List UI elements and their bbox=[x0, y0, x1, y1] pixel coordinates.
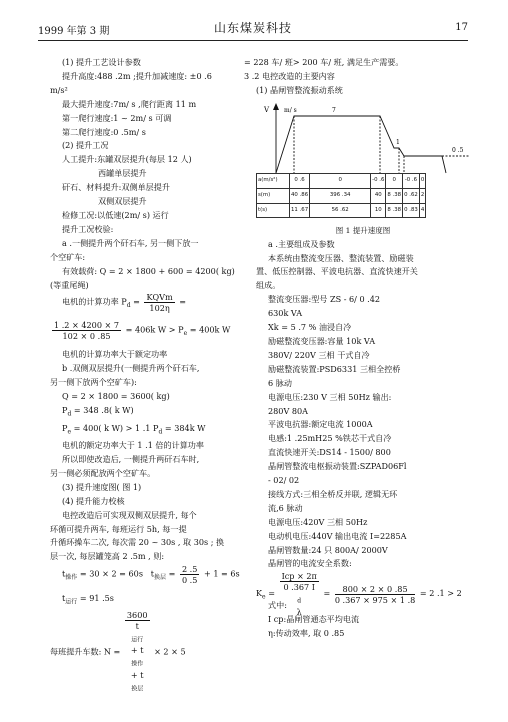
paragraph-line: 另一侧必须配放两个空矿车。 bbox=[50, 467, 156, 478]
table-row: t(s) 11 .67 56 .62 10 8 .38 0 .83 4 bbox=[257, 203, 426, 218]
paragraph-line: a .主要组成及参数 bbox=[268, 238, 335, 249]
speed-diagram bbox=[256, 100, 470, 218]
speed-axis-label: V bbox=[264, 105, 270, 114]
section-heading: (2) 提升工况 bbox=[62, 140, 109, 151]
right-column bbox=[244, 56, 470, 641]
paragraph-line: 有效载荷: Q = 2 × 1800 + 600 = 4200( kg) bbox=[62, 265, 235, 276]
figure-caption: 图 1 提升速度图 bbox=[335, 225, 391, 235]
paragraph-line: b .双侧双层提升(一侧提升两个矸石车, bbox=[62, 363, 200, 374]
switch-fraction: $\frac{2 .5}{0 .5}$ bbox=[181, 564, 198, 586]
paragraph-line: 所以即使改造后, 一侧提升两矸石车时, bbox=[62, 453, 200, 464]
paragraph-line: 第二爬行速度:0 .5m/ s bbox=[62, 126, 146, 137]
safety-fraction-1: Icp × 2π 0 .367 I $_d$ λ bbox=[281, 571, 317, 617]
section-heading: (4) 提升能力校核 bbox=[62, 495, 125, 506]
issue-label: 1999 年第 3 期 bbox=[38, 26, 110, 37]
paragraph-line: 280V 80A bbox=[268, 405, 309, 416]
paragraph-line: $t_{运行} = 91$ .5s bbox=[62, 593, 114, 606]
power-fraction: $\frac{\text{KQVm}}{102\eta}$ bbox=[146, 292, 173, 314]
section-heading: (1) 提升工艺设计参数 bbox=[62, 57, 141, 67]
paragraph-line: 第一爬行速度:1 ~ 2m/ s 可调 bbox=[62, 112, 172, 123]
paragraph-line: 升循环操车二次, 每次需 20 ~ 30s , 取 30s ; 换 bbox=[50, 537, 225, 548]
table-row: s(m) 40 .86 396 .34 40 8 .38 0 .62 2 bbox=[257, 188, 426, 203]
paragraph-line: 提升高度:488 .2m ;提升加减速度: ±0 .6 bbox=[62, 70, 212, 81]
paragraph-line: 整流变压器:型号 ZS - 6/ 0 .42 bbox=[268, 294, 381, 305]
paragraph-line: 电感:1 .25mH25 %铁芯干式自冷 bbox=[268, 433, 392, 444]
paragraph-line: 电机的额定功率大于 1 .1 倍的计算功率 bbox=[62, 440, 204, 451]
paragraph-line: 流,6 脉动 bbox=[268, 502, 303, 513]
table-row: a(m/s²) 0 .6 0 -0 .6 0 -0 .6 0 bbox=[257, 173, 426, 188]
paragraph-line: 提升工况校验: bbox=[62, 223, 114, 234]
paragraph-line: a .一侧提升两个矸石车, 另一侧下放一 bbox=[62, 237, 199, 248]
safety-fraction-2: $\frac{800 \times 2 \times 0 .85}{0 .367 \times 975 \times 1 .8}$ bbox=[334, 583, 416, 605]
count-formula: 每班提升车数: N = 3600 t $_{运行}$ + t $_{操作}$ + t $_{换层}$ × 2 × 5 bbox=[50, 609, 186, 693]
paragraph-line: 电源电压:420V 三相 50Hz bbox=[268, 516, 368, 527]
paragraph-line: 励磁整流装置:PSD6331 三相全控桥 bbox=[268, 363, 401, 374]
paragraph-line: m/s² bbox=[50, 84, 68, 95]
paragraph-line: 平波电抗器:额定电流 1000A bbox=[268, 419, 373, 430]
paragraph-line: = 228 车/ 班> 200 车/ 班, 满足生产需要。 bbox=[244, 57, 404, 67]
crawl2-speed-label: 0 .5 bbox=[452, 146, 464, 154]
speed-unit-label: m/ s bbox=[284, 106, 297, 114]
page-header bbox=[38, 14, 468, 36]
speed-table bbox=[256, 173, 426, 219]
crawl-speed-label: 1 bbox=[396, 138, 400, 146]
section-heading: (3) 提升速度图( 图 1) bbox=[62, 481, 142, 492]
peak-speed-label: 7 bbox=[332, 106, 336, 114]
paragraph-line: Xk = 5 .7 % 油浸自冷 bbox=[268, 322, 352, 333]
power-value-fraction: $\frac{1 .2 \times 4200 \times 7}{102 \times 0 .85}$ bbox=[54, 320, 120, 342]
paragraph-line: 层一次, 每层罐笼高 2 .5m , 则: bbox=[50, 551, 165, 562]
paragraph-line: (等重尾绳) bbox=[50, 279, 89, 290]
paragraph-line: 双侧双层提升 bbox=[98, 196, 147, 207]
paragraph-line: 电动机电压:440V 输出电流 I=2285A bbox=[268, 530, 407, 541]
paragraph-line: 励磁整流变压器:容量 10k VA bbox=[268, 335, 376, 346]
paragraph-line: 电机的计算功率大于额定功率 bbox=[62, 349, 168, 360]
journal-title: 山东煤炭科技 bbox=[213, 21, 292, 35]
paragraph-line: η:传动效率, 取 0 .85 bbox=[268, 628, 345, 639]
paragraph-line: 矸石、材料提升:双侧单层提升 bbox=[62, 182, 170, 193]
paragraph-line: 人工提升:东罐双层提升(每层 12 人) bbox=[62, 154, 192, 165]
paragraph-line: 630k VA bbox=[268, 308, 303, 319]
paragraph-line: 直流快速开关:DS14 - 1500/ 800 bbox=[268, 447, 391, 458]
paragraph-line: 晶闸管整流电枢振动装置:SZPAD06Fl bbox=[268, 461, 407, 472]
paragraph-line: 式中: bbox=[268, 600, 287, 611]
paragraph-line: Q = 2 × 1800 = 3600( kg) bbox=[62, 391, 170, 402]
power-formula: 电机的计算功率 $P_d$ = $\frac{\text{KQVm}}{102\eta}$ = bbox=[62, 292, 187, 314]
section-heading: (1) 晶闸管整流振动系统 bbox=[256, 84, 343, 95]
paragraph-line: 电源电压:230 V 三相 50Hz 输出: bbox=[268, 391, 392, 402]
paragraph-line: 晶闸管数量:24 只 800A/ 2000V bbox=[268, 544, 388, 555]
power-result: $\frac{1 .2 \times 4200 \times 7}{102 \times 0 .85}$ = 406k $W > P_e = 400k$ W bbox=[54, 320, 231, 342]
paragraph-line: 380V/ 220V 三相 干式自冷 bbox=[268, 349, 370, 360]
paragraph-line: 检修工况:以低速(2m/ s) 运行 bbox=[62, 209, 169, 220]
paragraph-line: 晶闸管的电流安全系数: bbox=[268, 558, 352, 569]
section-heading: 3 .2 电控改造的主要内容 bbox=[244, 70, 335, 81]
paragraph-line: 另一侧下放两个空矿车): bbox=[50, 377, 137, 388]
paragraph-line: 最大提升速度:7m/ s ,爬行距离 11 m bbox=[62, 98, 197, 109]
paragraph-line: $P_d = 348$ .8( k W) bbox=[62, 405, 134, 418]
count-fraction: 3600 t $_{运行}$ + t $_{操作}$ + t $_{换层}$ bbox=[126, 609, 148, 693]
header-rule bbox=[38, 40, 468, 41]
paragraph-line: 接线方式:三相全桥反并联, 逻辑无环 bbox=[268, 488, 398, 499]
paragraph-line: 环循可提升两车, 每班运行 5h, 每一提 bbox=[50, 523, 187, 534]
paragraph-line: 电控改造后可实现双侧双层提升, 每个 bbox=[62, 509, 197, 520]
paragraph-line: 6 脉动 bbox=[268, 377, 292, 388]
safety-formula: $K_e$ = Icp × 2π 0 .367 I $_d$ λ = $\frac{800 \times 2 \times 0 .85}{0 .367 \times 975 \times 1 .8}$ = 2 .1 > 2 bbox=[256, 571, 462, 617]
paragraph-line: - 02/ 02 bbox=[268, 475, 300, 486]
paragraph-line: I cp:晶闸管通态平均电流 bbox=[268, 614, 360, 625]
left-column bbox=[50, 56, 248, 693]
paragraph-line: 置、低压控制器、平波电抗器、直流快速开关 bbox=[256, 266, 418, 277]
time-formula: $t_{操作} = 30 \times 2 = 60s$ $t_{换层}$ = $\frac{2 .5}{0 .5}$ + 1 = 6s bbox=[62, 564, 240, 586]
paragraph-line: $P_e = 400$( k W) > 1 .1 $P_d = 384k$ W bbox=[62, 422, 206, 436]
paragraph-line: 个空矿车: bbox=[50, 251, 86, 262]
paragraph-line: 组成。 bbox=[256, 280, 281, 291]
paragraph-line: 本系统由整流变压器、整流装置、励磁装 bbox=[268, 252, 414, 263]
page-number: 17 bbox=[455, 22, 468, 33]
paragraph-line: 西罐单层提升 bbox=[98, 168, 147, 179]
